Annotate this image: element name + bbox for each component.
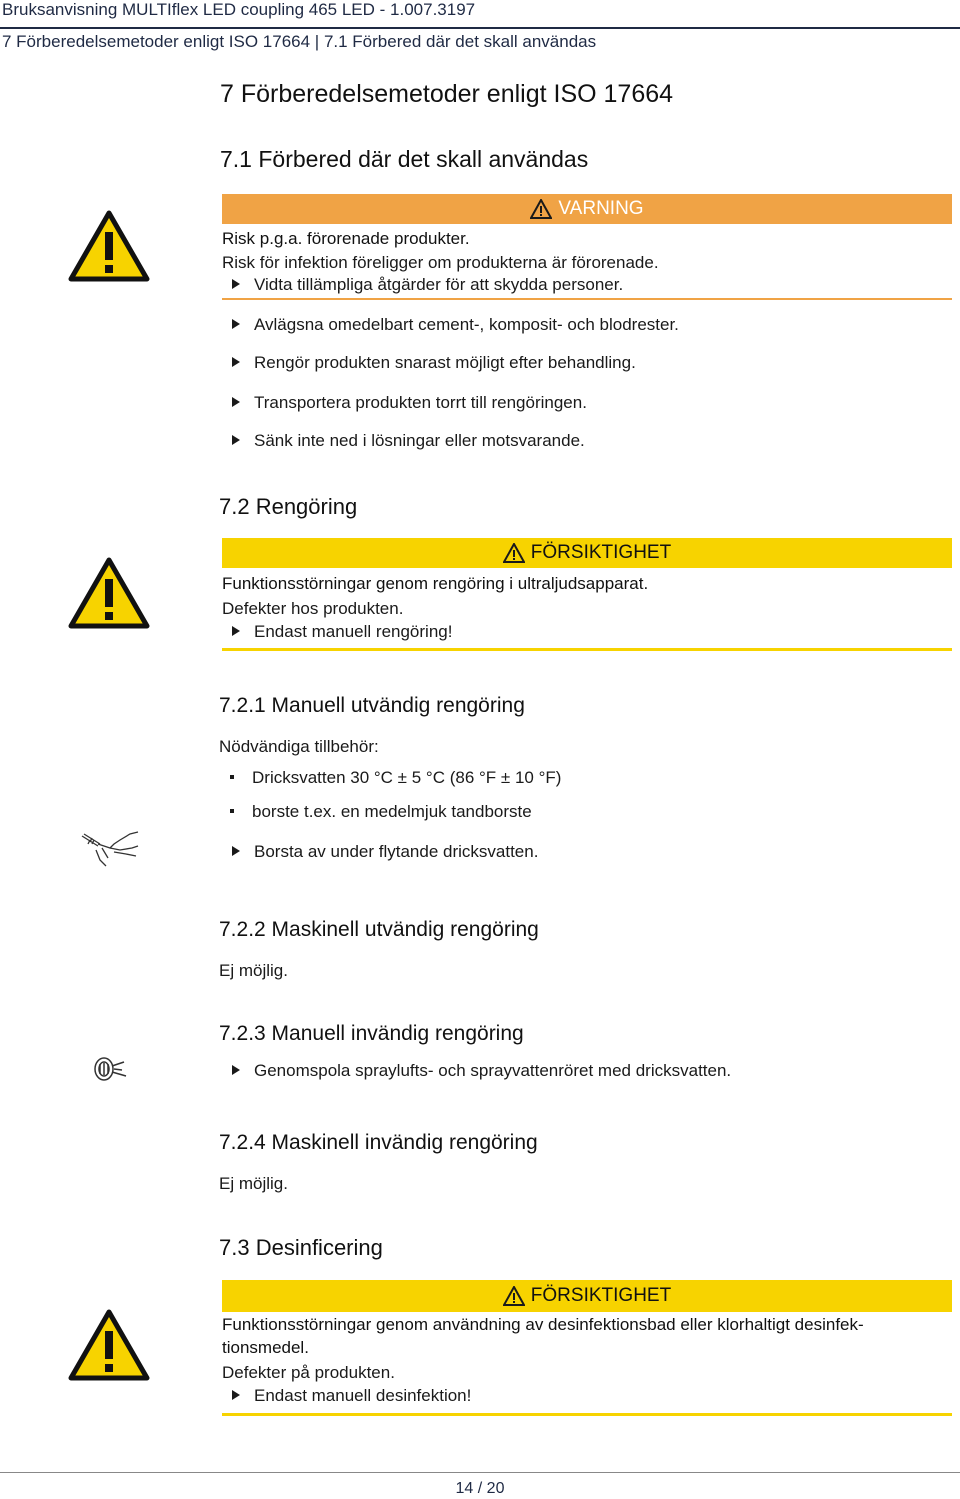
step-71-3: Transportera produkten torrt till rengöringen.	[232, 393, 587, 413]
accessory-item: borste t.ex. en medelmjuk tandborste	[230, 802, 532, 822]
caution-label: FÖRSIKTIGHET	[530, 542, 672, 563]
warning-title: Risk p.g.a. förorenade produkter.	[222, 229, 470, 248]
caution-bottom-rule	[222, 1413, 952, 1416]
s722-text: Ej möjlig.	[219, 961, 288, 980]
warning-small-icon	[503, 1286, 525, 1306]
warning-label: VARNING	[558, 198, 644, 219]
warning-small-icon	[503, 543, 525, 563]
caution-label: FÖRSIKTIGHET	[530, 1285, 672, 1306]
accessory-item: Dricksvatten 30 °C ± 5 °C (86 °F ± 10 °F)	[230, 768, 561, 788]
section-7-3-heading: 7.3 Desinficering	[219, 1235, 383, 1260]
warning-triangle-icon	[68, 1309, 150, 1386]
warning-text: Risk för infektion föreligger om produkterna är förorenade.	[222, 253, 659, 272]
caution-step: Endast manuell rengöring!	[232, 622, 452, 642]
section-7-2-1-heading: 7.2.1 Manuell utvändig rengöring	[219, 694, 525, 717]
caution-bottom-rule	[222, 648, 952, 651]
brush-hand-icon	[80, 826, 142, 875]
step-71-2: Rengör produkten snarast möjligt efter behandling.	[232, 353, 636, 373]
footer-divider	[0, 1472, 960, 1473]
s724-text: Ej möjlig.	[219, 1174, 288, 1193]
step-723: Genomspola spraylufts- och sprayvattenröret med dricksvatten.	[232, 1061, 731, 1081]
warning-small-icon	[530, 199, 552, 219]
step-71-4: Sänk inte ned i lösningar eller motsvarande.	[232, 431, 585, 451]
document-title: Bruksanvisning MULTIflex LED coupling 465 LED - 1.007.3197	[2, 0, 476, 19]
page-number: 14 / 20	[455, 1480, 505, 1497]
caution-banner	[222, 1280, 952, 1312]
warning-bottom-rule	[222, 298, 952, 300]
section-7-heading: 7 Förberedelsemetoder enligt ISO 17664	[220, 80, 674, 108]
warning-banner	[222, 194, 952, 224]
warning-triangle-icon	[68, 210, 150, 287]
caution-text: Defekter hos produkten.	[222, 599, 404, 618]
section-7-2-3-heading: 7.2.3 Manuell invändig rengöring	[219, 1022, 524, 1045]
section-7-2-heading: 7.2 Rengöring	[219, 494, 358, 519]
warning-step: Vidta tillämpliga åtgärder för att skydda personer.	[232, 275, 623, 295]
caution-title: Funktionsstörningar genom rengöring i ultraljudsapparat.	[222, 574, 649, 593]
caution-title-line1: Funktionsstörningar genom användning av desinfektionsbad eller klorhaltigt desinfek-	[222, 1315, 864, 1334]
accessories-intro: Nödvändiga tillbehör:	[219, 737, 379, 756]
breadcrumb: 7 Förberedelsemetoder enligt ISO 17664 | 7.1 Förbered där det skall användas	[2, 32, 597, 51]
section-7-1-heading: 7.1 Förbered där det skall användas	[220, 146, 589, 172]
step-721: Borsta av under flytande dricksvatten.	[232, 842, 538, 862]
section-7-2-2-heading: 7.2.2 Maskinell utvändig rengöring	[219, 918, 539, 941]
caution-text: Defekter på produkten.	[222, 1363, 395, 1382]
header-divider	[0, 27, 960, 29]
warning-triangle-icon	[68, 557, 150, 634]
caution-title-line2: tionsmedel.	[222, 1338, 309, 1357]
step-71-1: Avlägsna omedelbart cement-, komposit- och blodrester.	[232, 315, 679, 335]
caution-step: Endast manuell desinfektion!	[232, 1386, 471, 1406]
caution-banner	[222, 538, 952, 568]
flush-handpiece-icon	[92, 1054, 128, 1089]
section-7-2-4-heading: 7.2.4 Maskinell invändig rengöring	[219, 1131, 538, 1154]
